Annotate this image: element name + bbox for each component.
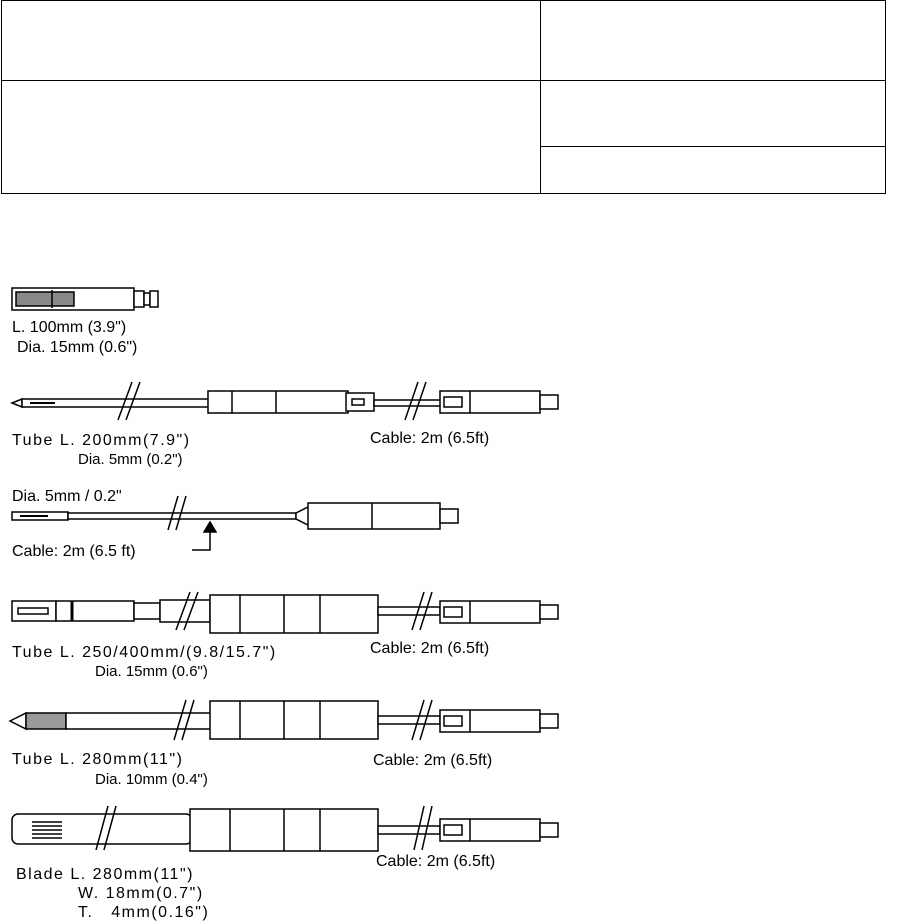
probe3-cable-label: Cable: 2m (6.5 ft): [12, 543, 136, 560]
probe-drawings: [0, 280, 600, 924]
spec-cell: [2, 1, 541, 81]
probe2-tube-label: Tube L. 200mm(7.9"): [12, 432, 191, 449]
probe-tube-200-drawing: [12, 382, 558, 420]
probe-blade-drawing: [12, 806, 558, 851]
probe-tube-250-drawing: [12, 592, 558, 633]
spec-table: [1, 0, 886, 194]
probe5-tube-label: Tube L. 280mm(11"): [12, 751, 184, 768]
spec-cell: [2, 81, 541, 194]
probe2-cable-label: Cable: 2m (6.5ft): [370, 430, 490, 447]
spec-cell: [541, 1, 886, 81]
probe-short-drawing: [12, 288, 158, 310]
probe4-dia-label: Dia. 15mm (0.6"): [95, 663, 208, 680]
probe4-cable-label: Cable: 2m (6.5ft): [370, 640, 490, 657]
probe6-thickness-label: T. 4mm(0.16"): [78, 904, 210, 921]
probe2-dia-label: Dia. 5mm (0.2"): [78, 451, 183, 468]
probe6-blade-label: Blade L. 280mm(11"): [16, 866, 194, 883]
probe1-dia-label: Dia. 15mm (0.6"): [17, 339, 138, 356]
probe1-length-label: L. 100mm (3.9"): [12, 319, 127, 336]
probe-tube-280-drawing: [10, 700, 558, 740]
probe6-cable-label: Cable: 2m (6.5ft): [376, 853, 496, 870]
probe6-width-label: W. 18mm(0.7"): [78, 885, 204, 902]
probe4-tube-label: Tube L. 250/400mm/(9.8/15.7"): [12, 644, 277, 661]
probe5-dia-label: Dia. 10mm (0.4"): [95, 771, 208, 788]
probe5-cable-label: Cable: 2m (6.5ft): [373, 752, 493, 769]
spec-cell: [541, 147, 886, 194]
spec-cell: [541, 81, 886, 147]
probe3-dia-label: Dia. 5mm / 0.2": [12, 488, 122, 505]
